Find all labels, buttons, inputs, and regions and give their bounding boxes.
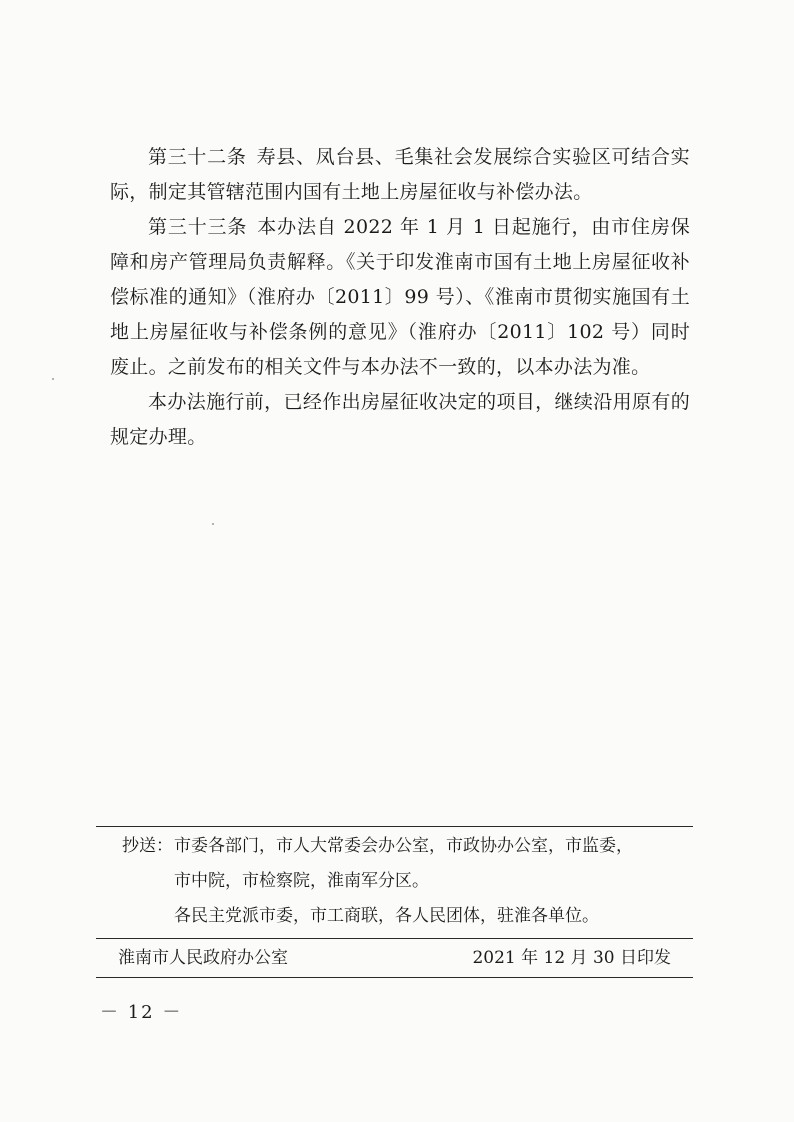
scan-speck [212,523,214,525]
cc-row-1 [96,829,693,864]
cc-recipients-line-2: 市中院，市检察院，淮南军分区。 [174,871,429,891]
article-33-paragraph [110,210,690,385]
article-32-text: 寿县、凤台县、毛集社会发展综合实验区可结合实际，制定其管辖范围内国有土地上房屋征收与补偿办法。 [110,146,690,203]
cc-block [96,827,693,938]
scan-speck [52,378,54,380]
article-33-number: 第三十三条 [148,216,248,238]
issuance-row [96,939,693,977]
bottom-rule [96,977,693,978]
distribution-note [96,826,693,978]
page-number: － 12 － [100,1002,183,1023]
cc-recipients-line-1: 市委各部门，市人大常委会办公室，市政协办公室，市监委， [174,836,633,856]
closing-paragraph: 本办法施行前，已经作出房屋征收决定的项目，继续沿用原有的规定办理。 [110,391,690,448]
article-32-number: 第三十二条 [148,146,247,168]
issuer-name: 淮南市人民政府办公室 [118,948,288,968]
cc-recipients-line-3: 各民主党派市委，市工商联，各人民团体，驻淮各单位。 [174,906,599,926]
article-32-paragraph [110,140,690,210]
issue-date: 2021 年 12 月 30 日印发 [472,948,671,968]
article-33-text: 本办法自 2022 年 1 月 1 日起施行，由市住房保障和房产管理局负责解释。《关于印发淮南市国有土地上房屋征收补偿标准的通知》（淮府办〔2011〕99 号）、《淮南市贯彻实施国有土地上房屋征收与补偿条例的意见》（淮府办〔2011〕102 号）同时废止。之前发布的相关文件与本办法不一致的，以本办法为准。 [110,216,690,378]
document-body [110,140,690,455]
cc-label: 抄送： [122,836,173,856]
